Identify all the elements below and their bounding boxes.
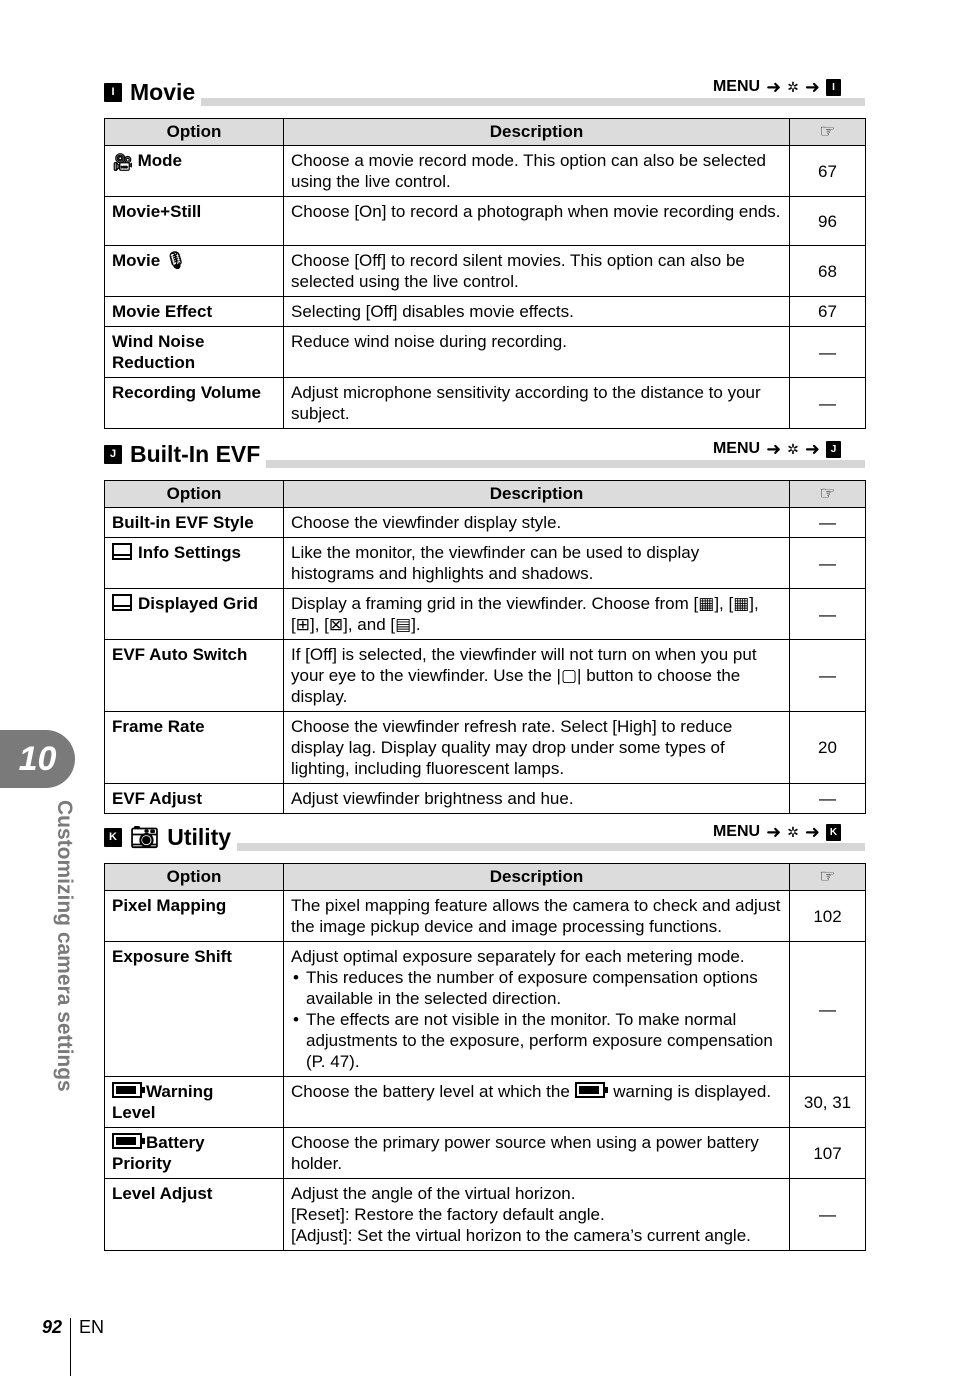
table-row <box>105 246 866 297</box>
description-cell: Like the monitor, the viewfinder can be used to display histograms and highlights and shadows. <box>284 538 790 589</box>
ref-cell: — <box>790 589 866 640</box>
grid-frame-icon: ▤ <box>395 615 412 634</box>
camera-icon: 📷︎ <box>130 824 160 850</box>
arrow-right-icon: ➜ <box>804 822 820 842</box>
ref-cell: — <box>790 508 866 538</box>
option-cell: Exposure Shift <box>105 942 284 1077</box>
movie-tab-icon: I <box>104 83 122 102</box>
list-item: • This reduces the number of exposure compensation options available in the selected direction. <box>306 967 782 1009</box>
grid-4x4-icon: ▦ <box>733 594 750 613</box>
menu-label: MENU <box>712 440 761 457</box>
ref-cell: — <box>790 1179 866 1251</box>
table-header-row <box>105 119 866 146</box>
option-cell: Movie 🎙︎ <box>105 246 284 297</box>
table-row <box>105 1179 866 1251</box>
ref-cell: — <box>790 538 866 589</box>
section-title-text: Utility <box>167 824 232 850</box>
chapter-number-tab: 10 <box>0 730 75 788</box>
col-description-header: Description <box>284 864 790 891</box>
menu-label: MENU <box>712 823 761 840</box>
col-ref-header <box>790 864 866 891</box>
ref-cell: 20 <box>790 712 866 784</box>
menu-path <box>713 440 841 458</box>
option-cell: 🎥︎ Mode <box>105 146 284 197</box>
section-title-text: Built-In EVF <box>130 441 261 467</box>
grid-3x3-icon: ▦ <box>698 594 715 613</box>
page-footer <box>42 1298 104 1356</box>
table-row <box>105 538 866 589</box>
monitor-icon <box>112 543 132 560</box>
description-cell: Adjust optimal exposure separately for each metering mode. • This reduces the number of exposure compensation options available in the selected direction. • The effects are not visible in the monitor. To make normal adjustments to the exposure, perform exposure compensation (P. 47). <box>284 942 790 1077</box>
option-cell: Info Settings <box>105 538 284 589</box>
description-cell: Choose the battery level at which the warning is displayed. <box>284 1077 790 1128</box>
table-row <box>105 784 866 814</box>
reference-hand-icon: ☞ <box>819 483 836 503</box>
table-row <box>105 508 866 538</box>
option-cell: Movie Effect <box>105 297 284 327</box>
option-cell: Wind Noise Reduction <box>105 327 284 378</box>
description-cell: Choose [Off] to record silent movies. This option can also be selected using the live control. <box>284 246 790 297</box>
option-cell: Level Adjust <box>105 1179 284 1251</box>
description-cell: Choose the viewfinder refresh rate. Select [High] to reduce display lag. Display quality may drop under some types of lighting, including fluorescent lamps. <box>284 712 790 784</box>
description-cell: Choose the viewfinder display style. <box>284 508 790 538</box>
table-row <box>105 297 866 327</box>
movie-mode-icon: 🎥︎ <box>112 153 134 172</box>
col-option-header: Option <box>105 119 284 146</box>
movie-tab-icon: I <box>826 79 841 96</box>
reference-hand-icon: ☞ <box>819 866 836 886</box>
arrow-right-icon: ➜ <box>804 439 820 459</box>
section-title <box>104 78 201 106</box>
movie-table <box>104 118 866 429</box>
col-description-header: Description <box>284 119 790 146</box>
chapter-title-vertical: Customizing camera settings <box>53 800 76 1092</box>
option-cell: Displayed Grid <box>105 589 284 640</box>
ref-cell: 30, 31 <box>790 1077 866 1128</box>
reference-hand-icon: ☞ <box>819 121 836 141</box>
option-cell: Frame Rate <box>105 712 284 784</box>
section-title-text: Movie <box>130 79 196 105</box>
table-row <box>105 712 866 784</box>
evf-section <box>104 434 865 814</box>
custom-menu-gear-icon: ✲ <box>787 824 799 840</box>
arrow-right-icon: ➜ <box>766 77 782 97</box>
table-header-row <box>105 481 866 508</box>
ref-cell: 96 <box>790 197 866 246</box>
option-cell: Recording Volume <box>105 378 284 429</box>
table-row <box>105 891 866 942</box>
ref-cell: — <box>790 327 866 378</box>
bullet-list <box>291 967 782 1072</box>
table-header-row <box>105 864 866 891</box>
ref-cell: 68 <box>790 246 866 297</box>
grid-diagonal-icon: ⊠ <box>328 615 344 634</box>
section-header <box>104 72 865 106</box>
list-item: • The effects are not visible in the monitor. To make normal adjustments to the exposure, perform exposure compensation (P. 47). <box>306 1009 782 1072</box>
arrow-right-icon: ➜ <box>766 822 782 842</box>
utility-tab-icon: K <box>104 828 122 847</box>
table-row <box>105 327 866 378</box>
section-header <box>104 817 865 851</box>
table-row <box>105 197 866 246</box>
description-cell: Adjust microphone sensitivity according to the distance to your subject. <box>284 378 790 429</box>
language-code: EN <box>79 1316 105 1337</box>
ref-cell: — <box>790 378 866 429</box>
description-cell: Choose [On] to record a photograph when movie recording ends. <box>284 197 790 246</box>
description-cell: Selecting [Off] disables movie effects. <box>284 297 790 327</box>
col-option-header: Option <box>105 481 284 508</box>
description-cell: Adjust viewfinder brightness and hue. <box>284 784 790 814</box>
option-cell: Movie+Still <box>105 197 284 246</box>
grid-cross-icon: ⊞ <box>295 615 310 634</box>
table-row <box>105 146 866 197</box>
table-row <box>105 378 866 429</box>
ref-cell: 67 <box>790 297 866 327</box>
table-row <box>105 640 866 712</box>
menu-path <box>713 823 841 841</box>
description-cell: The pixel mapping feature allows the camera to check and adjust the image pickup device and image processing functions. <box>284 891 790 942</box>
lv-button-icon: |▢| <box>556 666 582 685</box>
description-cell: If [Off] is selected, the viewfinder will not turn on when you put your eye to the viewfinder. Use the |▢| button to choose the display. <box>284 640 790 712</box>
description-cell: Display a framing grid in the viewfinder. Choose from [▦], [▦], [⊞], [⊠], and [▤]. <box>284 589 790 640</box>
ref-cell: 102 <box>790 891 866 942</box>
description-cell: Adjust the angle of the virtual horizon. [Reset]: Restore the factory default angle. [Adjust]: Set the virtual horizon to the camera’s current angle. <box>284 1179 790 1251</box>
option-cell: Warning Level <box>105 1077 284 1128</box>
ref-cell: 107 <box>790 1128 866 1179</box>
arrow-right-icon: ➜ <box>766 439 782 459</box>
battery-icon <box>112 1133 142 1149</box>
description-cell: Reduce wind noise during recording. <box>284 327 790 378</box>
col-ref-header <box>790 119 866 146</box>
description-cell: Choose a movie record mode. This option can also be selected using the live control. <box>284 146 790 197</box>
menu-label: MENU <box>712 78 761 95</box>
utility-section <box>104 817 865 1251</box>
menu-path <box>713 78 841 96</box>
option-cell: Built-in EVF Style <box>105 508 284 538</box>
col-option-header: Option <box>105 864 284 891</box>
monitor-icon <box>112 594 132 611</box>
option-cell: Pixel Mapping <box>105 891 284 942</box>
option-cell: EVF Auto Switch <box>105 640 284 712</box>
section-title <box>104 823 237 851</box>
footer-divider <box>70 1318 71 1376</box>
section-title <box>104 440 266 468</box>
custom-menu-gear-icon: ✲ <box>787 441 799 457</box>
ref-cell: 67 <box>790 146 866 197</box>
microphone-icon: 🎙︎ <box>164 251 187 270</box>
section-header-bar <box>104 98 865 106</box>
arrow-right-icon: ➜ <box>804 77 820 97</box>
col-ref-header <box>790 481 866 508</box>
table-row <box>105 942 866 1077</box>
table-row <box>105 1128 866 1179</box>
ref-cell: — <box>790 640 866 712</box>
utility-table <box>104 863 866 1251</box>
evf-table <box>104 480 866 814</box>
evf-tab-icon: J <box>104 445 122 464</box>
movie-section <box>104 72 865 429</box>
description-cell: Choose the primary power source when using a power battery holder. <box>284 1128 790 1179</box>
option-cell: EVF Adjust <box>105 784 284 814</box>
page-number: 92 <box>42 1316 63 1337</box>
ref-cell: — <box>790 942 866 1077</box>
col-description-header: Description <box>284 481 790 508</box>
evf-tab-icon: J <box>826 441 841 458</box>
table-row <box>105 1077 866 1128</box>
ref-cell: — <box>790 784 866 814</box>
custom-menu-gear-icon: ✲ <box>787 79 799 95</box>
option-cell: Battery Priority <box>105 1128 284 1179</box>
section-header <box>104 434 865 468</box>
utility-tab-icon: K <box>826 824 841 841</box>
table-row <box>105 589 866 640</box>
battery-icon <box>112 1082 142 1098</box>
battery-icon <box>575 1082 605 1098</box>
